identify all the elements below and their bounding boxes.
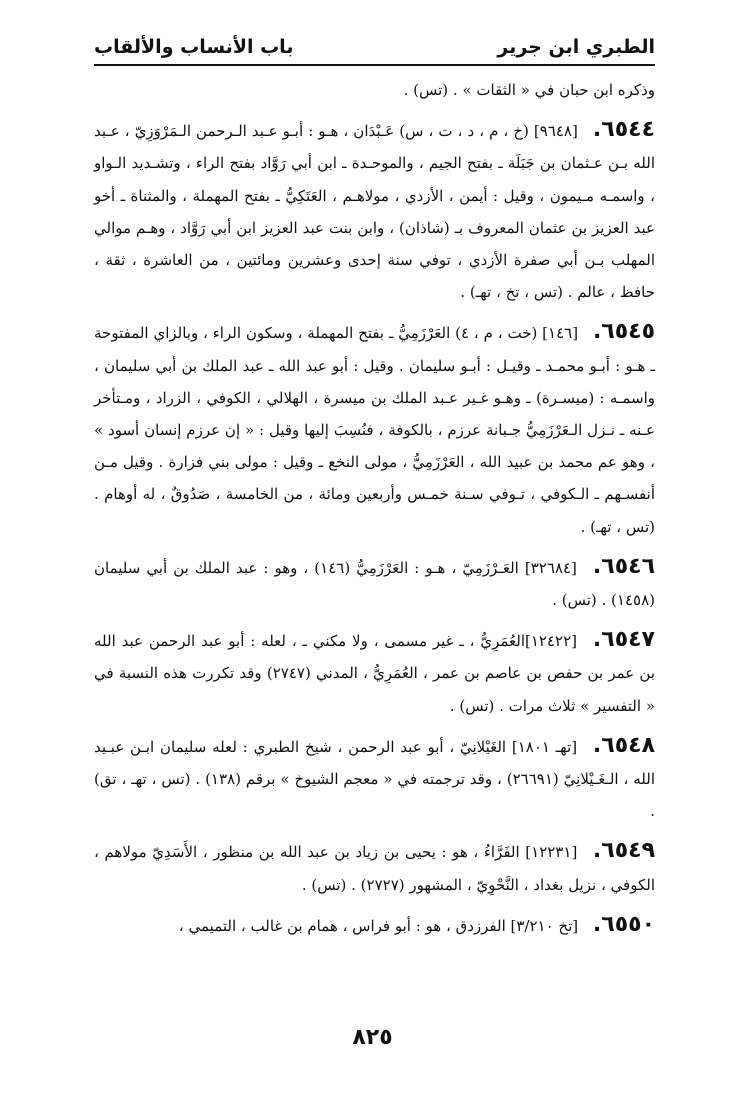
entry-number: ٦٥٥٠. — [592, 911, 655, 937]
entry-text: [٩٦٤٨] (خ ، م ، د ، ت ، س) عَـبْدَان ، هـو : أبـو عـبد الـرحمن الـمَرْوَزِيّ ، عـبد الله بـن عـثمان بن جَبَلَة ـ بفتح الجيم ، والموحـدة ـ ابن أبي رَوَّاد بفتح الراء ، وتشـديد الـواو ، واسمـه مـيمون ، وقيل : أيمن ، الأزدي ، مولاهـم ، العَتَكِيُّ ـ بفتح المهملة ، والمثناة ـ أخو عبد العزيز بن عثمان المعروف بـ (شاذان) ، وابن بنت عبد العزيز ابن أبي رَوَّاد ، وهـم موالي المهلب بـن أبي صفرة الأزدي ، توفي سنة إحدى وعشرين ومائتين ، من العاشرة ، ثقة ، حافظ ، عالم . (تس ، تخ ، تهـ) . — [94, 122, 655, 302]
entry-number: ٦٥٤٨. — [592, 732, 655, 758]
page-header — [94, 26, 655, 66]
entry-text: [١٤٦] (خت ، م ، ٤) العَرْزَمِيُّ ـ بفتح المهملة ، وسكون الراء ، وبالزاي المفتوحة ـ هـو : أبـو محمـد ـ وقيـل : أبـو سليمان . وقيل : أبو عبد الله ـ عبد الملك بن أبي سليمان ، واسمـه : (ميسـرة) ـ وهـو غـير عـبد الملك بن ميسرة ، الهلالي ، الكوفي ، الزراد ، ومـتأخر عـنه ـ نـزل الـعَرْزَمِيُّ جـبانة عرزم ، بالكوفة ، فنُسِبَ إليها وقيل : « إن عرزم إنسان أسود » ، وهو عم محمد بن عبيد الله ، العَرْزَمِيُّ ، مولى النخع ـ وقيل : مولى بني فزارة . وقيل مـن أنفسـهم ـ الـكوفي ، تـوفي سـنة خمـس وأربعين ومائة ، من الخامسة ، صَدُوقٌ ، له أوهام . (تس ، تهـ) . — [94, 324, 655, 536]
header-chapter-title: باب الأنساب والألقاب — [94, 36, 294, 58]
entry-text: [١٢٤٢٢]العُمَرِيُّ ، ـ غير مسمى ، ولا مكني ـ ، لعله : أبو عبد الرحمن عبد الله بن عمر بن حفص بن عاصم بن عمر ، العُمَرِيُّ ، المدني (٢٧٤٧) وقد تكررت هذه النسبة في « التفسير » ثلاث مرات . (تس) . — [94, 632, 656, 715]
entry-text: [تخ ٣/٢١٠] الفرزدق ، هو : أبو فراس ، همام بن غالب ، التميمي ، — [178, 916, 579, 935]
entry-number: ٦٥٤٦. — [592, 553, 655, 579]
main-text — [94, 74, 655, 942]
entry-number: ٦٥٤٥. — [592, 319, 656, 345]
entry-6548 — [94, 730, 655, 828]
paragraph-text: وذكره ابن حبان في « الثقات » . (تس) . — [403, 81, 655, 99]
entry-6544 — [94, 114, 655, 308]
entry-number: ٦٥٤٤. — [592, 117, 655, 143]
entry-6550 — [94, 909, 655, 942]
entry-6546 — [94, 551, 655, 616]
entry-6547 — [94, 624, 655, 722]
entry-6549 — [94, 835, 655, 900]
paragraph-continuation — [94, 74, 655, 106]
entry-number: ٦٥٤٩. — [592, 838, 655, 864]
entry-text: [تهـ ١٨٠١] الغَيْلانِيّ ، أبو عبد الرحمن ، شيخ الطبري : لعله سليمان ابـن عبـيد الله ، الـغَـيْلانِيّ (٢٦٦٩١) ، وقد ترجمته في « معجم الشيوخ » برقم (١٣٨) . (تس ، تهـ ، تق) . — [94, 737, 655, 821]
entry-text: [١٢٢٣١] الفَرَّاءُ ، هو : يحيى بن زياد بن عبد الله بن منظور ، الأَسَدِيّ مولاهم ، الكوفي ، نزيل بغداد ، النَّحْوِيّ ، المشهور (٢٧٢٧) . (تس) . — [94, 843, 655, 894]
entry-text: [٣٢٦٨٤] العَـرْزَمِيّ ، هـو : العَرْزَمِيُّ (١٤٦) ، وهو : عبد الملك بن أبي سليمان (١٤٥٨) . (تس) . — [94, 558, 655, 610]
header-book-title: الطبري ابن جرير — [497, 36, 655, 58]
entry-number: ٦٥٤٧. — [592, 627, 655, 653]
entry-6545 — [94, 316, 655, 542]
page-number: ٨٢٥ — [352, 1025, 393, 1050]
